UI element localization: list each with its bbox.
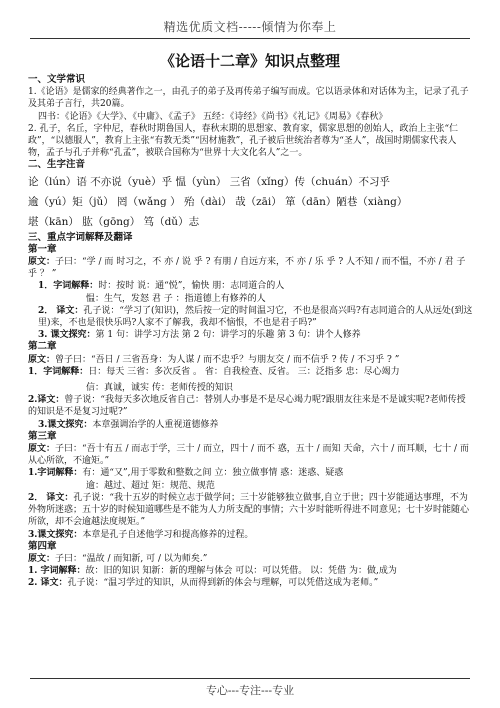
original-label: 原文： (28, 257, 56, 268)
chapter-3-vocab (28, 467, 474, 479)
vocab-text: 有：通“又”,用于零数和整数之间 立：独立做事情 惑：迷惑、疑惑 (82, 468, 344, 479)
chapter-3-vocab-2: 逾：越过、超过 矩：规范、规范 (86, 480, 215, 491)
analysis-label: 3. 课文探究： (38, 330, 96, 341)
page-header: 精选优质文档-----倾情为你奉上 (163, 20, 337, 34)
chapter-3-title: 第三章 (28, 430, 57, 442)
vocab-text: 日：每天 三省：多次反省 。 省：自我检查、反省。 三：泛指多 忠：尽心竭力 (88, 366, 400, 377)
vocab-label: 1．字词解释： (28, 366, 89, 377)
footer-divider (30, 678, 470, 679)
chapter-1-translation (28, 305, 474, 329)
paragraph-four-books: 四书：《论语》《大学》、《中庸》、《孟子》 五经：《诗经》《尚书》《礼记》《周易》《春秋》 (38, 111, 388, 122)
document-title: 《论语十二章》知识点整理 (159, 52, 340, 70)
chapter-2-title: 第二章 (28, 341, 57, 353)
chapter-1-vocab-2: 愠：生气，发怒 君 子 ：指道德上有修养的人 (86, 293, 266, 304)
chapter-2-vocab-2: 信：真诚，诚实 传：老师传授的知识 (86, 383, 233, 394)
analysis-label: 3.课文探究： (28, 529, 83, 540)
translation-text: 孔子说：“学习了(知识)，然后按一定的时间温习它，不也是很高兴吗?有志同道合的人从远处(到这里)来，不也是很快乐吗?人家不了解我，我却不恼恨，不也是君子吗?” (38, 305, 473, 329)
pinyin-line-3: 堪（kān） 肱（gōng） 笃（dǔ）志 (28, 215, 200, 228)
translation-label: 2． 译文： (28, 492, 74, 503)
translation-text: 曾子说：“我每天多次地反省自己：替别人办事是不是尽心竭力呢?跟朋友往来是不是诚实呢?老师传授的知识是不是复习过呢?” (28, 395, 466, 418)
document-body (28, 74, 474, 590)
original-text: 子曰：“吾十有五 / 而志于学，三十 / 而立，四十 / 而不 惑，五十 / 而知 天命，六十 / 而耳顺，七十 / 而从心所欲，不逾矩。” (28, 444, 469, 467)
vocab-text: 故：旧的知识 知新：新的理解与体会 可以：可以凭借。 以：凭借 为：做,成为 (85, 566, 397, 577)
original-label: 原文： (28, 354, 56, 365)
chapter-2-vocab (28, 366, 474, 378)
chapter-2-original (28, 354, 474, 366)
chapter-1-title: 第一章 (28, 243, 57, 255)
vocab-label: 1．字词解释： (38, 281, 99, 292)
chapter-3-original (28, 443, 474, 467)
vocab-text: 时：按时 说：通“悦”，愉快 朋：志同道合的人 (98, 281, 285, 292)
analysis-label: 3.课文探究： (38, 419, 93, 430)
translation-label: 2． 译文： (38, 305, 84, 316)
chapter-4-original (28, 553, 474, 565)
original-text: 曾子曰：“吾日 / 三省吾身：为人谋 / 而不忠乎？与朋友交 / 而不信乎 ? 传 / 不习乎 ? ” (55, 354, 400, 365)
analysis-text: 本章强调治学的人重视道德修养 (92, 419, 219, 430)
section-heading-literature: 一、文学常识 (28, 74, 86, 85)
analysis-text: 本章是孔子自述他学习和提高修养的过程。 (82, 529, 254, 540)
paragraph-lunyu-intro: 1.《论语》是儒家的经典著作之一，由孔子的弟子及再传弟子编写而成。它以语录体和对话体为主，记录了孔子及其弟子言行，共20篇。 (28, 87, 469, 110)
section-heading-pronunciation: 二、生字注音 (28, 159, 86, 171)
page-footer: 专心---专注---专业 (205, 684, 295, 697)
chapter-1-analysis (28, 329, 474, 341)
chapter-4-vocab (28, 565, 474, 577)
translation-text: 孔子说：“温习学过的知识，从而得到新的体会与理解，可以凭借这成为老师。” (67, 578, 379, 589)
translation-text: 孔子说：“我十五岁的时候立志于做学问；三十岁能够独立做事,自立于世；四十岁能通达事理，不为外物所迷惑；五十岁的时候知道哪些是不能为人力所支配的事情；六十岁时能听得进不同意见；七十岁时能随心所欲，却不会逾越法度规矩。” (28, 492, 470, 528)
translation-label: 2. 译文： (28, 578, 68, 589)
chapter-3-translation (28, 492, 474, 529)
chapter-4-title: 第四章 (28, 540, 57, 552)
chapter-1-vocab (28, 280, 474, 292)
vocab-label: 1.字词解释： (28, 468, 83, 479)
original-text: 子曰：“学 / 而 时习之，不 亦 / 说 乎 ? 有朋 / 自远方来，不 亦 / 乐 乎 ? 人不知 / 而不愠，不亦 / 君 子 乎 ？ ” (28, 257, 466, 280)
vocab-label: 1. 字词解释： (28, 566, 86, 577)
original-text: 子曰：“温故 / 而知新, 可 / 以为师矣.” (55, 553, 208, 564)
analysis-text: 第 1 句：讲学习方法 第 2 句：讲学习的乐趣 第 3 句：讲个人修养 (95, 330, 361, 341)
pinyin-line-2: 逾（yú）矩（jǔ） 罔（wǎng ） 殆（dài） 哉（zāi） 箪（dān）陋巷（xiàng） (28, 195, 408, 208)
paragraph-confucius: 2. 孔子，名丘，字仲尼，春秋时期鲁国人，春秋末期的思想家、教育家，儒家思想的创始人，政治上主张“仁政”，“以德服人”，教育上主张“有教无类”“因材施教”，孔子被后世统治者尊为“圣人”，战国时期儒家代表人物，孟子与孔子并称“孔孟”，被联合国称为“世界十大文化名人”之一。 (28, 123, 459, 159)
chapter-2-analysis (28, 419, 474, 431)
chapter-2-translation (28, 394, 474, 418)
chapter-1-original (28, 256, 474, 280)
original-label: 原文： (28, 553, 56, 564)
pinyin-line-1: 论（lún）语 不亦说（yuè）乎 愠（yùn） 三省（xǐng）传（chuán）不习乎 (28, 175, 390, 188)
header-divider (30, 38, 470, 39)
chapter-4-translation (28, 577, 474, 589)
original-label: 原文： (28, 444, 56, 455)
chapter-3-analysis (28, 529, 474, 541)
translation-label: 2.译文： (28, 395, 65, 406)
section-heading-vocabulary: 三、重点字词解释及翻译 (28, 231, 133, 243)
